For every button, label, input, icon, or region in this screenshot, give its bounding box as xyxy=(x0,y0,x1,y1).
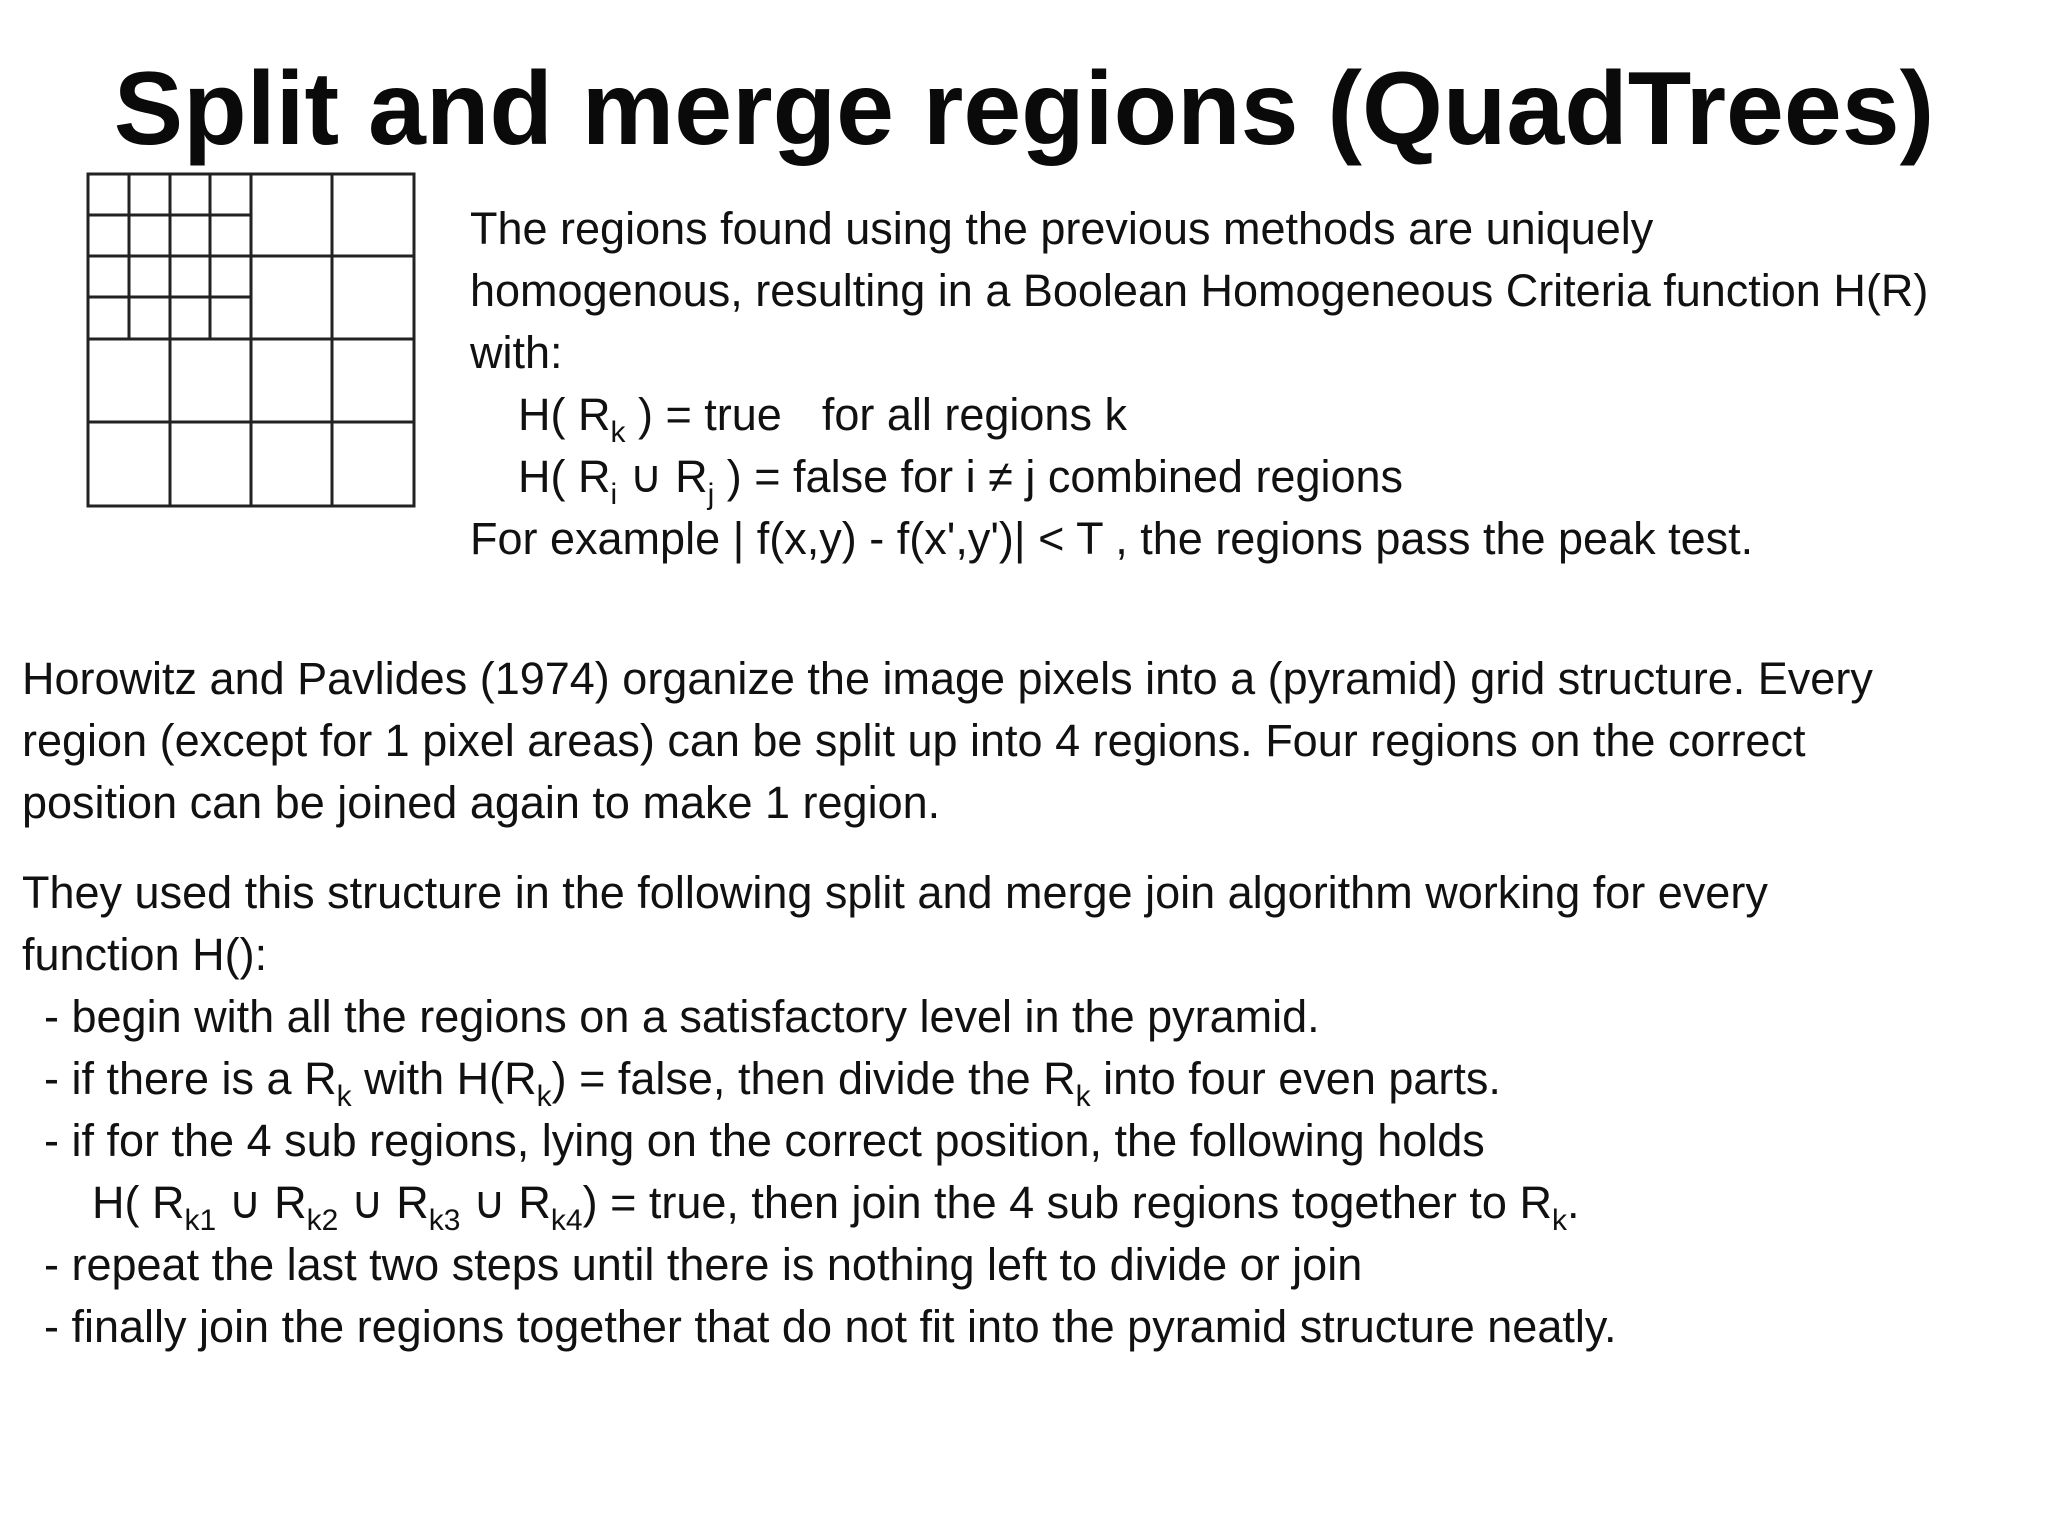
quadtree-diagram xyxy=(86,172,416,508)
para1-line-2: region (except for 1 pixel areas) can be split up into 4 regions. Four regions on the correct xyxy=(22,715,1806,766)
algorithm-step-3: - if for the 4 sub regions, lying on the correct position, the following holds xyxy=(44,1115,1485,1166)
para1-line-3: position can be joined again to make 1 region. xyxy=(22,777,941,828)
algorithm-paragraph xyxy=(22,862,2022,1358)
example-line: For example | f(x,y) - f(x',y')| < T , the regions pass the peak test. xyxy=(470,513,1754,564)
para1-line-1: Horowitz and Pavlides (1974) organize the image pixels into a (pyramid) grid structure. Every xyxy=(22,653,1873,704)
para2-line-2: function H(): xyxy=(22,929,268,980)
intro-text xyxy=(470,198,2030,570)
pyramid-paragraph xyxy=(22,648,2022,834)
slide-title: Split and merge regions (QuadTrees) xyxy=(113,51,1935,167)
algorithm-step-2: - if there is a $R_k$ with $H(R_k)$ = false, then divide the $R_k$ into four even parts. xyxy=(44,1053,1501,1113)
formula-true: H( $R_k$ ) = true for all regions k xyxy=(518,389,1127,449)
intro-line-2: homogenous, resulting in a Boolean Homogeneous Criteria function H(R) xyxy=(470,265,1929,316)
merge-formula: H( $R_{k1}$ ∪ $R_{k2}$ ∪ $R_{k3}$ ∪ $R_{k4}$) = true, then join the 4 sub regions together to $R_k$. xyxy=(92,1177,1580,1237)
formula-false: H( $R_i$ ∪ $R_j$ ) = false for i ≠ j combined regions xyxy=(518,451,1404,511)
intro-line-1: The regions found using the previous methods are uniquely xyxy=(470,203,1654,254)
algorithm-step-4: - repeat the last two steps until there is nothing left to divide or join xyxy=(44,1239,1363,1290)
algorithm-step-1: - begin with all the regions on a satisfactory level in the pyramid. xyxy=(44,991,1320,1042)
algorithm-step-5: - finally join the regions together that do not fit into the pyramid structure neatly. xyxy=(44,1301,1617,1352)
para2-line-1: They used this structure in the following split and merge join algorithm working for every xyxy=(22,867,1768,918)
intro-line-3: with: xyxy=(470,327,563,378)
